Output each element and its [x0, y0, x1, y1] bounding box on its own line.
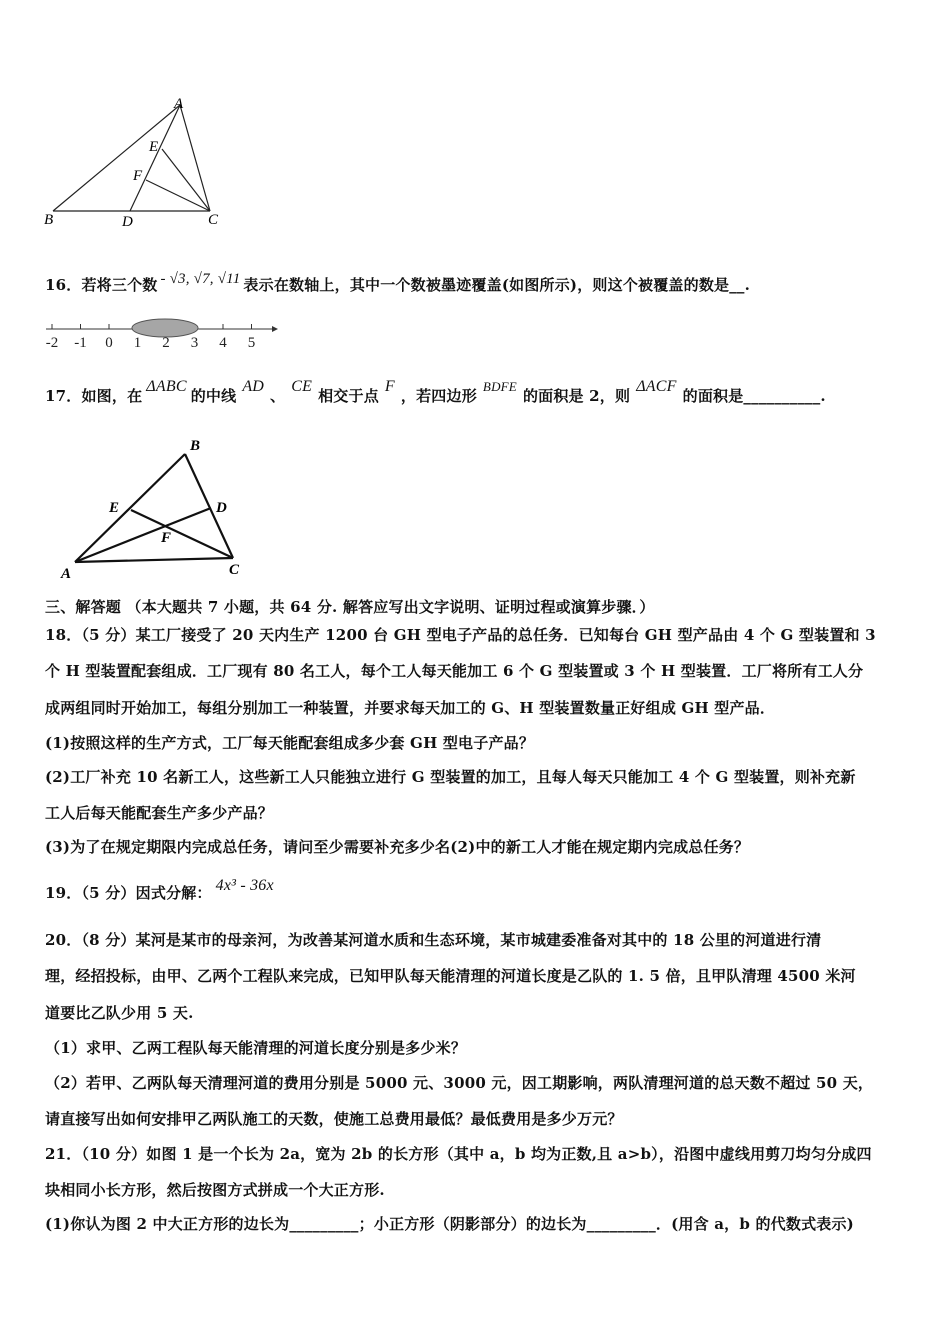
number-line: [40, 312, 280, 354]
q19-text: 19．（5 分）因式分解：: [45, 884, 212, 902]
segment-ad: [130, 105, 180, 211]
q16-math: - √3, √7, √11: [160, 271, 241, 287]
q20-line-5: （2）若甲、乙两队每天清理河道的费用分别是 5000 元、3000 元，因工期影响，两队清理河道的总天数不超过 50 天，: [45, 1074, 874, 1092]
q20-line-3: 道要比乙队少用 5 天.: [45, 1004, 194, 1022]
q18-line-5: (2)工厂补充 10 名新工人，这些新工人只能独立进行 G 型装置的加工，且每人每天只能加工 4 个 G 型装置，则补充新: [45, 768, 856, 786]
edge-ba: [53, 105, 180, 211]
q17-math-triangle-acf: ΔACF: [636, 378, 677, 395]
q17-text-2: 的中线: [190, 387, 237, 405]
label-d: D: [216, 500, 227, 516]
q16-prefix: 16．若将三个数: [45, 276, 158, 294]
q19-math: 4x³ - 36x: [215, 877, 274, 894]
q17-text-6: 的面积是 2，则: [522, 387, 631, 405]
label-e: E: [109, 500, 120, 516]
label-b: B: [190, 438, 201, 454]
number-line-label: 0: [105, 335, 113, 351]
label-c: C: [229, 562, 240, 578]
segment-fc: [146, 180, 210, 211]
number-line-label: 4: [219, 335, 227, 351]
label-c: C: [208, 212, 219, 228]
q21-line-1: 21．（10 分）如图 1 是一个长为 2a，宽为 2b 的长方形（其中 a，b 均为正数,且 a>b），沿图中虚线用剪刀均匀分成四: [45, 1145, 872, 1163]
q20-line-4: （1）求甲、乙两工程队每天能清理的河道长度分别是多少米？: [45, 1039, 467, 1057]
label-f: F: [161, 530, 172, 546]
number-line-label: -2: [45, 335, 59, 351]
label-a: A: [61, 566, 72, 582]
edge-ac: [75, 558, 233, 562]
q17-math-bdfe: BDFE: [482, 379, 517, 394]
section-3-title: 三、解答题 （本大题共 7 小题，共 64 分. 解答应写出文字说明、证明过程或演算步骤．）: [45, 598, 655, 616]
q20-line-1: 20．（8 分）某河是某市的母亲河，为改善某河道水质和生态环境，某市城建委准备对其中的 18 公里的河道进行清: [45, 931, 822, 949]
q16-line: [45, 271, 751, 295]
number-line-label: 3: [190, 335, 199, 351]
q21-line-2: 块相同小长方形，然后按图方式拼成一个大正方形.: [45, 1181, 385, 1199]
q17-text-7: 的面积是__________.: [682, 387, 826, 405]
number-line-label: 5: [247, 335, 256, 351]
segment-ec: [162, 149, 210, 211]
q18-line-6: 工人后每天能配套生产多少产品？: [45, 804, 274, 822]
label-b: B: [44, 212, 54, 228]
q21-line-3: (1)你认为图 2 中大正方形的边长为_________；小正方形（阴影部分）的边长为_________．(用含 a，b 的代数式表示): [45, 1215, 854, 1233]
figure-triangle-2: [55, 432, 255, 582]
number-line-label: -1: [74, 335, 87, 351]
q16-suffix: 表示在数轴上，其中一个数被墨迹覆盖(如图所示)，则这个被覆盖的数是__.: [243, 276, 751, 294]
number-line-label: 1: [133, 335, 142, 351]
q18-line-4: (1)按照这样的生产方式，工厂每天能配套组成多少套 GH 型电子产品？: [45, 734, 535, 752]
q18-line-2: 个 H 型装置配套组成．工厂现有 80 名工人，每个工人每天能加工 6 个 G 型装置或 3 个 H 型装置．工厂将所有工人分: [45, 662, 864, 680]
edge-ac: [180, 105, 210, 211]
q17-text-4: 相交于点: [318, 387, 379, 405]
q17-line: [45, 378, 826, 406]
label-f: F: [133, 168, 143, 184]
label-a: A: [174, 96, 184, 112]
q20-line-2: 理，经招投标，由甲、乙两个工程队来完成，已知甲队每天能清理的河道长度是乙队的 1. 5 倍，且甲队清理 4500 米河: [45, 967, 856, 985]
q18-line-3: 成两组同时开始加工，每组分别加工一种装置，并要求每天加工的 G、H 型装置数量正好组成 GH 型产品．: [45, 699, 776, 717]
q17-math-f: F: [384, 378, 395, 395]
q18-line-7: (3)为了在规定期限内完成总任务，请问至少需要补充多少名(2)中的新工人才能在规定期内完成总任务？: [45, 838, 750, 856]
q20-line-6: 请直接写出如何安排甲乙两队施工的天数，使施工总费用最低？最低费用是多少万元？: [45, 1110, 623, 1128]
q17-math-ad: AD: [242, 378, 265, 395]
q17-math-ce: CE: [291, 378, 313, 395]
figure-triangle-1: [40, 95, 240, 230]
q17-math-triangle-abc: ΔABC: [146, 378, 187, 395]
number-line-label: 2: [162, 335, 170, 351]
q17-text-3: 、: [270, 387, 286, 405]
q19-line: [45, 877, 274, 903]
label-d: D: [122, 214, 133, 230]
q17-text-1: 17．如图，在: [45, 387, 143, 405]
label-e: E: [149, 139, 159, 155]
q17-text-5: ，若四边形: [400, 387, 477, 405]
q18-line-1: 18．（5 分）某工厂接受了 20 天内生产 1200 台 GH 型电子产品的总任务．已知每台 GH 型产品由 4 个 G 型装置和 3: [45, 626, 876, 644]
